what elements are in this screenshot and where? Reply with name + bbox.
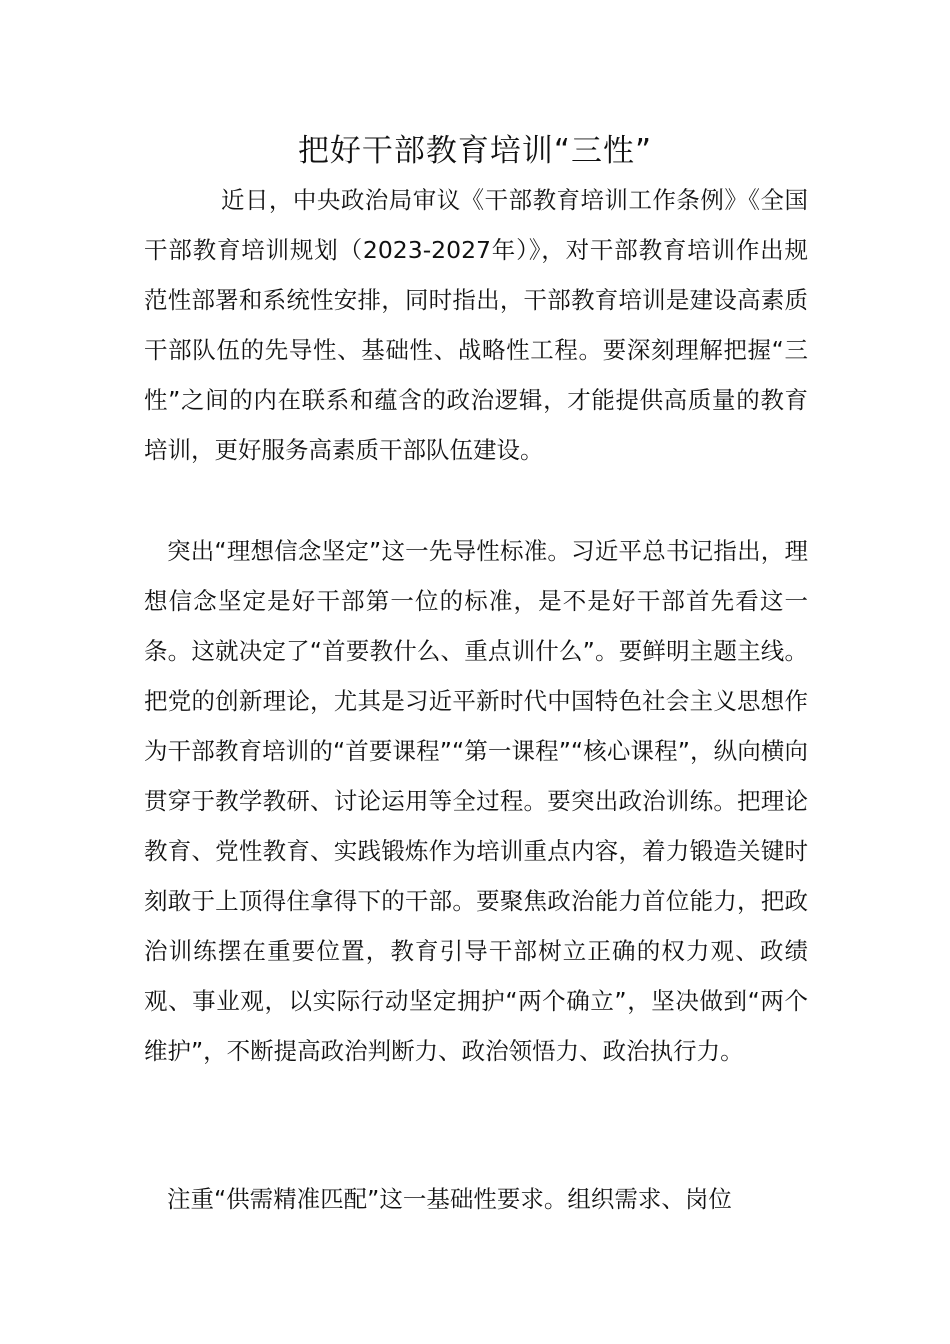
paragraph-intro: 近日，中央政治局审议《干部教育培训工作条例》《全国干部教育培训规划（2023-2027年）》，对干部教育培训作出规范性部署和系统性安排，同时指出，干部教育培训是建设高素质干部队伍的先导性、基础性、战略性工程。要深刻理解把握“三性”之间的内在联系和蕴含的政治逻辑，才能提供高质量的教育培训，更好服务高素质干部队伍建设。 — [144, 186, 808, 464]
document-title: 把好干部教育培训“三性” — [297, 133, 653, 169]
paragraph-supply-demand: 注重“供需精准匹配”这一基础性要求。组织需求、岗位 — [167, 1185, 732, 1213]
paragraph-ideals: 突出“理想信念坚定”这一先导性标准。习近平总书记指出，理想信念坚定是好干部第一位的标准，是不是好干部首先看这一条。这就决定了“首要教什么、重点训什么”。要鲜明主题主线。把党的创新理论，尤其是习近平新时代中国特色社会主义思想作为干部教育培训的“首要课程”“第一课程”“核心课程”，纵向横向贯穿于教学教研、讨论运用等全过程。要突出政治训练。把理论教育、党性教育、实践锻炼作为培训重点内容，着力锻造关键时刻敢于上顶得住拿得下的干部。要聚焦政治能力首位能力，把政治训练摆在重要位置，教育引导干部树立正确的权力观、政绩观、事业观，以实际行动坚定拥护“两个确立”，坚决做到“两个维护”，不断提高政治判断力、政治领悟力、政治执行力。 — [144, 537, 808, 1065]
